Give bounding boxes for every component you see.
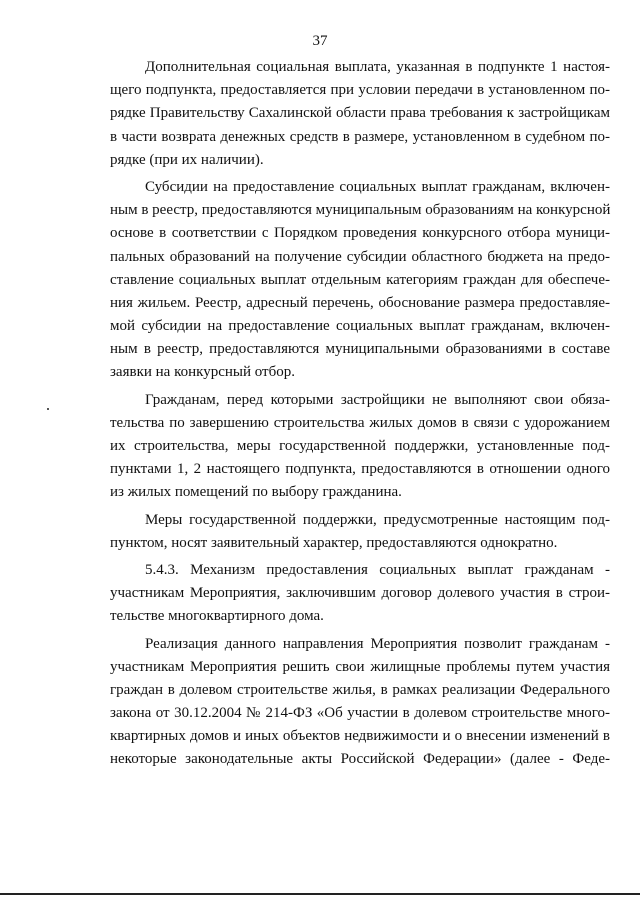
text-line: тельства по завершению строительства жилых домов в связи с удорожанием [110,414,610,431]
page-number: 37 [312,33,328,49]
text-line: их строительства, меры государственной поддержки, установленные под- [110,438,610,454]
text-line: ным в реестр, предоставляются муниципальным образованиям на конкурсной [110,202,611,219]
text-line: ставление социальных выплат отдельным категориям граждан для обеспече- [110,271,610,288]
paragraph [110,56,610,172]
text-line: Реализация данного направления Мероприятия позволит гражданам - [145,635,610,652]
text-line: квартирных домов и иных объектов недвижимости и о внесении изменений в [110,728,610,745]
text-line: рядке Правительству Сахалинской области права требования к застройщикам [110,105,610,122]
text-line: Меры государственной поддержки, предусмотренные настоящим под- [145,511,610,528]
text-line: пунктами 1, 2 настоящего подпункта, предоставляются в отношении одного [110,461,610,478]
paragraph [110,559,610,629]
text-line: основе в соответствии с Порядком проведения конкурсного отбора муници- [110,225,610,242]
text-line: участникам Мероприятия, заключившим договор долевого участия в строи- [110,585,610,602]
text-line: мой субсидии на предоставление социальных выплат гражданам, включен- [110,318,610,335]
text-line: Субсидии на предоставление социальных выплат гражданам, включен- [145,178,610,195]
paragraph [110,176,610,385]
text-line: ния жильем. Реестр, адресный перечень, обоснование размера предоставляе- [110,294,610,311]
text-line: 5.4.3. Механизм предоставления социальных выплат гражданам - [145,561,610,578]
text-line: Дополнительная социальная выплата, указанная в подпункте 1 настоя- [145,59,610,75]
text-line: пальных образований на получение субсидии областного бюджета на предо- [110,248,610,265]
text-line: закона от 30.12.2004 № 214-ФЗ «Об участии в долевом строительстве много- [110,705,610,722]
text-line: щего подпункта, предоставляется при условии передачи в установленном по- [110,82,610,99]
paragraph [110,509,610,555]
text-line: рядке (при их наличии). [110,151,264,168]
text-line: в части возврата денежных средств в размере, установленном в судебном по- [110,128,610,145]
text-line: тельстве многоквартирного дома. [110,608,324,625]
bottom-rule [0,893,640,895]
text-line: заявки на конкурсный отбор. [110,364,295,381]
text-line: ным в реестр, предоставляются муниципальными образованиями в составе [110,341,610,358]
scan-speck [47,408,49,410]
text-line: участникам Мероприятия решить свои жилищные проблемы путем участия [110,658,610,675]
text-line: Гражданам, перед которыми застройщики не выполняют свои обяза- [145,391,610,408]
body-text [110,56,610,776]
text-line: граждан в долевом строительстве жилья, в рамках реализации Федерального [110,681,610,698]
text-line: из жилых помещений по выбору гражданина. [110,484,402,501]
text-line: пунктом, носят заявительный характер, предоставляются однократно. [110,534,558,551]
paragraph [110,633,610,772]
text-line: некоторые законодательные акты Российской Федерации» (далее - Феде- [110,751,610,768]
paragraph [110,389,610,505]
